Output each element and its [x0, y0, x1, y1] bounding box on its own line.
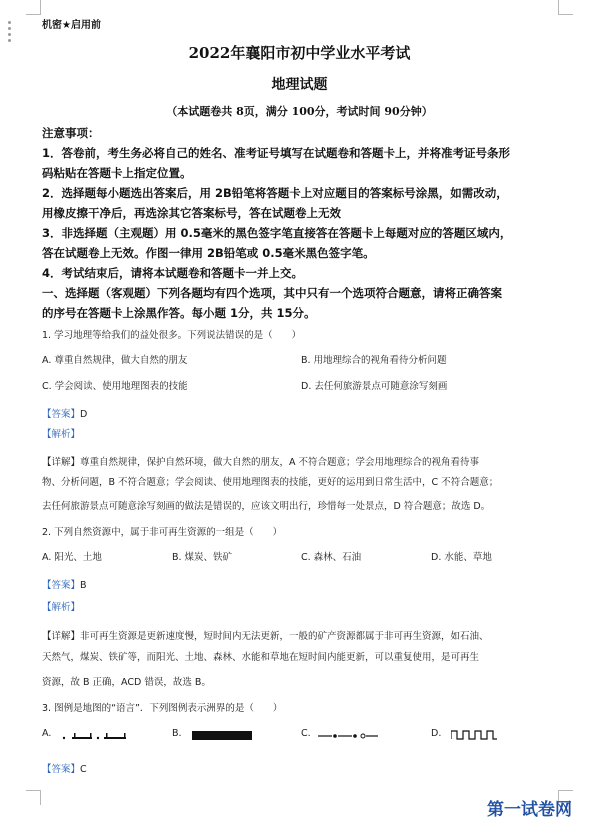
q2-detail-line: 天然气，煤炭、铁矿等，而阳光、土地、森林、水能和草地在短时间内能更新，可以重复使用，是可再生	[42, 652, 480, 663]
q2-option-a: A. 阳光、土地	[42, 552, 102, 563]
notice-line: 答在试题卷上无效。作图一律用 2B铅笔或 0.5毫米黑色签字笔。	[42, 246, 375, 260]
notice-heading: 注意事项：	[42, 126, 100, 140]
question-3-stem: 3. 图例是地图的“语言”．下列图例表示洲界的是（ ）	[42, 703, 283, 714]
crop-mark-top-left	[26, 0, 41, 15]
analysis-tag: 【解析】	[42, 429, 81, 440]
q1-detail-line: 物、分析问题，B 不符合题意；学会阅读、使用地理图表的技能，更好的运用到日常生活中，C 不符合题意；	[42, 477, 499, 488]
q1-option-a: A. 尊重自然规律，做大自然的朋友	[42, 355, 188, 366]
answer-tag: 【答案】	[42, 764, 81, 775]
dot-line-icon	[318, 731, 378, 741]
q1-option-c: C. 学会阅读、使用地理图表的技能	[42, 381, 188, 392]
q3-answer	[42, 757, 87, 776]
detail-text: 尊重自然规律，保护自然环境，做大自然的朋友，A 不符合题意；学会用地理综合的视角看待事	[80, 457, 480, 468]
section-instruction: 一、选择题（客观题）下列各题均有四个选项，其中只有一个选项符合题意，请将正确答案	[42, 286, 502, 300]
crop-mark-bottom-left	[26, 790, 41, 805]
answer-value: C	[80, 764, 87, 775]
q1-answer	[42, 402, 87, 421]
section-instruction: 的序号在答题卡上涂黑作答。每小题 1分，共 15分。	[42, 306, 316, 320]
q3-option-b: B.	[172, 728, 182, 739]
dash-dot-boundary-icon	[60, 730, 130, 742]
notice-line: 码粘贴在答题卡上指定位置。	[42, 166, 192, 180]
crop-mark-top-right	[558, 0, 573, 15]
notice-line: 4．考试结束后，请将本试题卷和答题卡一并上交。	[42, 266, 303, 280]
q1-detail-line	[42, 450, 479, 469]
thick-bar-icon	[192, 731, 252, 741]
confidential-label: 机密★启用前	[42, 20, 101, 31]
notice-line: 2．选择题每小题选出答案后，用 2B铅笔将答题卡上对应题目的答案标号涂黑，如需改动，	[42, 186, 508, 200]
detail-tag: 【详解】	[42, 457, 81, 468]
q2-option-d: D. 水能、草地	[431, 552, 492, 563]
q2-option-c: C. 森林、石油	[301, 552, 362, 563]
square-wave-icon	[451, 729, 497, 741]
answer-value: B	[80, 580, 87, 591]
q3-option-d: D.	[431, 728, 442, 739]
detail-tag: 【详解】	[42, 631, 81, 642]
q1-detail-line: 去任何旅游景点可随意涂写刻画的做法是错误的，应该文明出行，珍惜每一处景点，D 符合题意；故选 D。	[42, 501, 491, 512]
drag-handle-icon[interactable]	[8, 18, 14, 45]
detail-text: 非可再生资源是更新速度慢，短时间内无法更新，一般的矿产资源都属于非可再生资源，如石油、	[80, 631, 489, 642]
analysis-tag: 【解析】	[42, 602, 81, 613]
notice-line: 3．非选择题（主观题）用 0.5毫米的黑色签字笔直接答在答题卡上每题对应的答题区域内，	[42, 226, 512, 240]
q1-option-b: B. 用地理综合的视角看待分析问题	[301, 355, 447, 366]
site-watermark: 第一试卷网	[487, 800, 572, 820]
exam-info: （本试题卷共 8页，满分 100分，考试时间 90分钟）	[166, 105, 433, 118]
notice-line: 用橡皮擦干净后，再选涂其它答案标号，答在试题卷上无效	[42, 206, 341, 220]
q2-option-b: B. 煤炭、铁矿	[172, 552, 233, 563]
answer-tag: 【答案】	[42, 409, 81, 420]
exam-title: 2022年襄阳市初中学业水平考试	[188, 44, 411, 62]
notice-line: 1．答卷前，考生务必将自己的姓名、准考证号填写在试题卷和答题卡上，并将准考证号条形	[42, 146, 510, 160]
q2-detail-line: 资源，故 B 正确，ACD 错误，故选 B。	[42, 677, 211, 688]
q2-detail-line	[42, 624, 489, 643]
answer-tag: 【答案】	[42, 580, 81, 591]
q1-option-d: D. 去任何旅游景点可随意涂写刻画	[301, 381, 448, 392]
q3-option-c: C.	[301, 728, 311, 739]
question-1-stem: 1. 学习地理等给我们的益处很多。下列说法错误的是（ ）	[42, 330, 302, 341]
subject-title: 地理试题	[271, 77, 328, 93]
answer-value: D	[80, 409, 88, 420]
question-2-stem: 2. 下列自然资源中，属于非可再生资源的一组是（ ）	[42, 527, 283, 538]
q2-answer	[42, 573, 87, 592]
q3-option-a: A.	[42, 728, 52, 739]
